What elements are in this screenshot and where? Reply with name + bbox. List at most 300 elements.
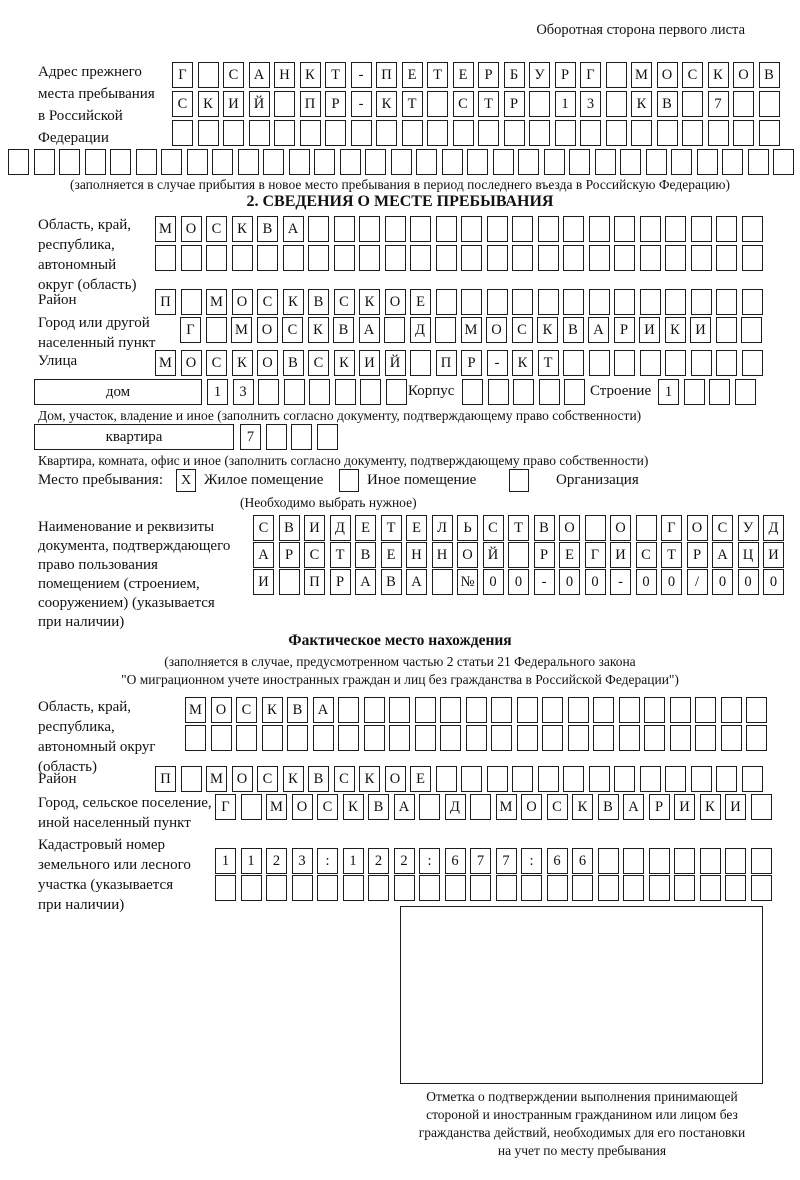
- form-cell[interactable]: 1: [207, 379, 228, 405]
- form-cell[interactable]: [716, 350, 737, 376]
- form-cell[interactable]: [284, 379, 305, 405]
- form-cell[interactable]: Е: [406, 515, 427, 541]
- form-cell[interactable]: [232, 245, 253, 271]
- form-cell[interactable]: Д: [330, 515, 351, 541]
- form-cell[interactable]: 1: [658, 379, 679, 405]
- form-cell[interactable]: П: [376, 62, 397, 88]
- form-cell[interactable]: [598, 875, 619, 901]
- form-cell[interactable]: [742, 350, 763, 376]
- form-cell[interactable]: [512, 245, 533, 271]
- form-cell[interactable]: [589, 350, 610, 376]
- form-cell[interactable]: [649, 875, 670, 901]
- form-cell[interactable]: [716, 289, 737, 315]
- form-cell[interactable]: [488, 379, 509, 405]
- form-cell[interactable]: И: [223, 91, 244, 117]
- form-cell[interactable]: О: [610, 515, 631, 541]
- form-cell[interactable]: [508, 542, 529, 568]
- form-cell[interactable]: [644, 697, 665, 723]
- form-cell[interactable]: [236, 725, 257, 751]
- form-cell[interactable]: [266, 424, 287, 450]
- form-cell[interactable]: [187, 149, 208, 175]
- form-cell[interactable]: И: [253, 569, 274, 595]
- form-cell[interactable]: О: [657, 62, 678, 88]
- form-cell[interactable]: [700, 848, 721, 874]
- form-cell[interactable]: Т: [330, 542, 351, 568]
- form-cell[interactable]: К: [232, 216, 253, 242]
- form-cell[interactable]: Р: [555, 62, 576, 88]
- form-cell[interactable]: [274, 120, 295, 146]
- form-cell[interactable]: Г: [172, 62, 193, 88]
- form-cell[interactable]: Г: [585, 542, 606, 568]
- form-cell[interactable]: [512, 289, 533, 315]
- form-cell[interactable]: К: [283, 766, 304, 792]
- form-cell[interactable]: 1: [343, 848, 364, 874]
- form-cell[interactable]: [262, 725, 283, 751]
- form-cell[interactable]: [258, 379, 279, 405]
- form-cell[interactable]: [291, 424, 312, 450]
- form-cell[interactable]: [674, 848, 695, 874]
- form-cell[interactable]: [504, 120, 525, 146]
- form-cell[interactable]: [512, 216, 533, 242]
- form-cell[interactable]: О: [292, 794, 313, 820]
- form-cell[interactable]: К: [343, 794, 364, 820]
- form-cell[interactable]: Б: [504, 62, 525, 88]
- form-cell[interactable]: [691, 350, 712, 376]
- form-cell[interactable]: [198, 120, 219, 146]
- form-cell[interactable]: -: [534, 569, 555, 595]
- form-cell[interactable]: А: [355, 569, 376, 595]
- form-cell[interactable]: [595, 149, 616, 175]
- form-cell[interactable]: Р: [478, 62, 499, 88]
- form-cell[interactable]: [568, 697, 589, 723]
- form-cell[interactable]: [292, 875, 313, 901]
- form-cell[interactable]: Р: [325, 91, 346, 117]
- form-cell[interactable]: 0: [712, 569, 733, 595]
- form-cell[interactable]: [606, 120, 627, 146]
- form-cell[interactable]: Н: [406, 542, 427, 568]
- form-cell[interactable]: [646, 149, 667, 175]
- form-cell[interactable]: [614, 216, 635, 242]
- form-cell[interactable]: [308, 216, 329, 242]
- form-cell[interactable]: 1: [215, 848, 236, 874]
- form-cell[interactable]: М: [185, 697, 206, 723]
- form-cell[interactable]: О: [257, 350, 278, 376]
- form-cell[interactable]: О: [181, 216, 202, 242]
- form-cell[interactable]: [440, 697, 461, 723]
- form-cell[interactable]: М: [496, 794, 517, 820]
- form-cell[interactable]: К: [665, 317, 686, 343]
- form-cell[interactable]: Е: [410, 766, 431, 792]
- form-cell[interactable]: 2: [266, 848, 287, 874]
- form-cell[interactable]: [478, 120, 499, 146]
- form-cell[interactable]: С: [282, 317, 303, 343]
- form-cell[interactable]: А: [283, 216, 304, 242]
- form-cell[interactable]: [313, 725, 334, 751]
- form-cell[interactable]: [682, 91, 703, 117]
- form-cell[interactable]: [640, 766, 661, 792]
- form-cell[interactable]: [287, 725, 308, 751]
- form-cell[interactable]: Е: [453, 62, 474, 88]
- form-cell[interactable]: [682, 120, 703, 146]
- form-cell[interactable]: 1: [241, 848, 262, 874]
- form-cell[interactable]: П: [436, 350, 457, 376]
- form-cell[interactable]: [716, 216, 737, 242]
- form-cell[interactable]: Ц: [738, 542, 759, 568]
- form-cell[interactable]: [461, 289, 482, 315]
- form-cell[interactable]: [470, 794, 491, 820]
- form-cell[interactable]: В: [257, 216, 278, 242]
- form-cell[interactable]: В: [333, 317, 354, 343]
- form-cell[interactable]: П: [155, 289, 176, 315]
- form-cell[interactable]: [427, 120, 448, 146]
- form-cell[interactable]: [385, 245, 406, 271]
- form-cell[interactable]: [620, 149, 641, 175]
- form-cell[interactable]: К: [512, 350, 533, 376]
- form-cell[interactable]: [759, 91, 780, 117]
- form-cell[interactable]: [751, 794, 772, 820]
- form-cell[interactable]: [631, 120, 652, 146]
- form-cell[interactable]: [436, 245, 457, 271]
- form-cell[interactable]: Т: [325, 62, 346, 88]
- form-cell[interactable]: О: [457, 542, 478, 568]
- form-cell[interactable]: М: [231, 317, 252, 343]
- form-cell[interactable]: 0: [585, 569, 606, 595]
- form-cell[interactable]: О: [181, 350, 202, 376]
- form-cell[interactable]: [359, 245, 380, 271]
- form-cell[interactable]: В: [308, 766, 329, 792]
- form-cell[interactable]: [487, 289, 508, 315]
- form-cell[interactable]: [759, 120, 780, 146]
- form-cell[interactable]: 0: [738, 569, 759, 595]
- form-cell[interactable]: С: [547, 794, 568, 820]
- form-cell[interactable]: [274, 91, 295, 117]
- form-cell[interactable]: Е: [355, 515, 376, 541]
- checkbox-organizaciya[interactable]: [509, 469, 529, 492]
- form-cell[interactable]: Н: [274, 62, 295, 88]
- form-cell[interactable]: [263, 149, 284, 175]
- form-cell[interactable]: А: [406, 569, 427, 595]
- form-cell[interactable]: С: [172, 91, 193, 117]
- form-cell[interactable]: [212, 149, 233, 175]
- form-cell[interactable]: Т: [427, 62, 448, 88]
- form-cell[interactable]: [606, 62, 627, 88]
- form-cell[interactable]: [539, 379, 560, 405]
- form-cell[interactable]: [34, 149, 55, 175]
- form-cell[interactable]: [238, 149, 259, 175]
- form-cell[interactable]: 6: [572, 848, 593, 874]
- form-cell[interactable]: Т: [402, 91, 423, 117]
- form-cell[interactable]: [172, 120, 193, 146]
- form-cell[interactable]: [266, 875, 287, 901]
- form-cell[interactable]: [155, 245, 176, 271]
- form-cell[interactable]: 3: [292, 848, 313, 874]
- form-cell[interactable]: 6: [445, 848, 466, 874]
- form-cell[interactable]: 1: [555, 91, 576, 117]
- form-cell[interactable]: М: [155, 216, 176, 242]
- form-cell[interactable]: [640, 289, 661, 315]
- form-cell[interactable]: В: [563, 317, 584, 343]
- form-cell[interactable]: А: [588, 317, 609, 343]
- form-cell[interactable]: Г: [215, 794, 236, 820]
- form-cell[interactable]: [359, 216, 380, 242]
- form-cell[interactable]: К: [359, 766, 380, 792]
- form-cell[interactable]: [340, 149, 361, 175]
- form-cell[interactable]: [314, 149, 335, 175]
- form-cell[interactable]: О: [257, 317, 278, 343]
- form-cell[interactable]: 0: [763, 569, 784, 595]
- form-cell[interactable]: [751, 875, 772, 901]
- checkbox-inoe[interactable]: [339, 469, 359, 492]
- form-cell[interactable]: С: [308, 350, 329, 376]
- form-cell[interactable]: [389, 725, 410, 751]
- form-cell[interactable]: С: [206, 350, 227, 376]
- form-cell[interactable]: О: [385, 289, 406, 315]
- form-cell[interactable]: [334, 245, 355, 271]
- form-cell[interactable]: [614, 766, 635, 792]
- form-cell[interactable]: [466, 725, 487, 751]
- form-cell[interactable]: А: [253, 542, 274, 568]
- form-cell[interactable]: [644, 725, 665, 751]
- form-cell[interactable]: М: [266, 794, 287, 820]
- form-cell[interactable]: С: [334, 766, 355, 792]
- form-cell[interactable]: [695, 725, 716, 751]
- form-cell[interactable]: К: [232, 350, 253, 376]
- form-cell[interactable]: [721, 725, 742, 751]
- form-cell[interactable]: [241, 794, 262, 820]
- form-cell[interactable]: [309, 379, 330, 405]
- form-cell[interactable]: [279, 569, 300, 595]
- form-cell[interactable]: 6: [547, 848, 568, 874]
- form-cell[interactable]: 7: [240, 424, 261, 450]
- form-cell[interactable]: М: [631, 62, 652, 88]
- form-cell[interactable]: Д: [445, 794, 466, 820]
- form-cell[interactable]: [215, 875, 236, 901]
- form-cell[interactable]: О: [211, 697, 232, 723]
- form-cell[interactable]: [491, 725, 512, 751]
- form-cell[interactable]: С: [257, 766, 278, 792]
- form-cell[interactable]: В: [287, 697, 308, 723]
- form-cell[interactable]: 0: [661, 569, 682, 595]
- form-cell[interactable]: Н: [432, 542, 453, 568]
- form-cell[interactable]: [593, 697, 614, 723]
- form-cell[interactable]: [360, 379, 381, 405]
- form-cell[interactable]: [496, 875, 517, 901]
- form-cell[interactable]: [598, 848, 619, 874]
- form-cell[interactable]: П: [300, 91, 321, 117]
- form-cell[interactable]: С: [317, 794, 338, 820]
- form-cell[interactable]: [529, 120, 550, 146]
- form-cell[interactable]: [746, 725, 767, 751]
- form-cell[interactable]: М: [155, 350, 176, 376]
- form-cell[interactable]: [427, 91, 448, 117]
- form-cell[interactable]: [665, 245, 686, 271]
- form-cell[interactable]: [432, 569, 453, 595]
- form-cell[interactable]: [445, 875, 466, 901]
- form-cell[interactable]: В: [534, 515, 555, 541]
- form-cell[interactable]: [542, 725, 563, 751]
- form-cell[interactable]: К: [631, 91, 652, 117]
- form-cell[interactable]: [389, 697, 410, 723]
- form-cell[interactable]: И: [639, 317, 660, 343]
- form-cell[interactable]: [364, 697, 385, 723]
- form-cell[interactable]: [695, 697, 716, 723]
- form-cell[interactable]: [721, 697, 742, 723]
- dom-writein-box[interactable]: дом: [34, 379, 202, 405]
- form-cell[interactable]: [589, 245, 610, 271]
- form-cell[interactable]: [697, 149, 718, 175]
- form-cell[interactable]: [735, 379, 756, 405]
- form-cell[interactable]: [585, 515, 606, 541]
- form-cell[interactable]: [564, 379, 585, 405]
- form-cell[interactable]: [59, 149, 80, 175]
- form-cell[interactable]: Т: [538, 350, 559, 376]
- form-cell[interactable]: М: [206, 289, 227, 315]
- form-cell[interactable]: [568, 725, 589, 751]
- form-cell[interactable]: [716, 766, 737, 792]
- form-cell[interactable]: А: [359, 317, 380, 343]
- form-cell[interactable]: С: [304, 542, 325, 568]
- form-cell[interactable]: [493, 149, 514, 175]
- form-cell[interactable]: С: [712, 515, 733, 541]
- form-cell[interactable]: [619, 725, 640, 751]
- form-cell[interactable]: [521, 875, 542, 901]
- form-cell[interactable]: [517, 725, 538, 751]
- form-cell[interactable]: [725, 848, 746, 874]
- form-cell[interactable]: [487, 245, 508, 271]
- form-cell[interactable]: [289, 149, 310, 175]
- form-cell[interactable]: №: [457, 569, 478, 595]
- form-cell[interactable]: [351, 120, 372, 146]
- form-cell[interactable]: [674, 875, 695, 901]
- form-cell[interactable]: [742, 245, 763, 271]
- form-cell[interactable]: [614, 245, 635, 271]
- form-cell[interactable]: В: [279, 515, 300, 541]
- form-cell[interactable]: М: [206, 766, 227, 792]
- form-cell[interactable]: [538, 766, 559, 792]
- form-cell[interactable]: В: [598, 794, 619, 820]
- form-cell[interactable]: У: [738, 515, 759, 541]
- form-cell[interactable]: [670, 725, 691, 751]
- checkbox-zhiloe[interactable]: X: [176, 469, 196, 492]
- form-cell[interactable]: [563, 350, 584, 376]
- form-cell[interactable]: О: [559, 515, 580, 541]
- form-cell[interactable]: [733, 91, 754, 117]
- form-cell[interactable]: [606, 91, 627, 117]
- form-cell[interactable]: К: [537, 317, 558, 343]
- form-cell[interactable]: :: [419, 848, 440, 874]
- form-cell[interactable]: [742, 289, 763, 315]
- form-cell[interactable]: [589, 289, 610, 315]
- form-cell[interactable]: [415, 697, 436, 723]
- form-cell[interactable]: Г: [180, 317, 201, 343]
- form-cell[interactable]: Й: [249, 91, 270, 117]
- form-cell[interactable]: К: [359, 289, 380, 315]
- form-cell[interactable]: [181, 766, 202, 792]
- form-cell[interactable]: 2: [394, 848, 415, 874]
- form-cell[interactable]: О: [486, 317, 507, 343]
- form-cell[interactable]: [665, 350, 686, 376]
- form-cell[interactable]: О: [687, 515, 708, 541]
- form-cell[interactable]: [563, 766, 584, 792]
- form-cell[interactable]: О: [521, 794, 542, 820]
- form-cell[interactable]: [136, 149, 157, 175]
- form-cell[interactable]: [742, 216, 763, 242]
- form-cell[interactable]: -: [610, 569, 631, 595]
- kvartira-writein-box[interactable]: квартира: [34, 424, 234, 450]
- form-cell[interactable]: 0: [636, 569, 657, 595]
- form-cell[interactable]: [442, 149, 463, 175]
- form-cell[interactable]: [593, 725, 614, 751]
- form-cell[interactable]: [436, 216, 457, 242]
- form-cell[interactable]: [435, 317, 456, 343]
- form-cell[interactable]: К: [700, 794, 721, 820]
- form-cell[interactable]: [365, 149, 386, 175]
- form-cell[interactable]: 2: [368, 848, 389, 874]
- form-cell[interactable]: [538, 245, 559, 271]
- form-cell[interactable]: А: [249, 62, 270, 88]
- form-cell[interactable]: В: [355, 542, 376, 568]
- form-cell[interactable]: Т: [508, 515, 529, 541]
- form-cell[interactable]: [700, 875, 721, 901]
- form-cell[interactable]: Д: [410, 317, 431, 343]
- form-cell[interactable]: К: [308, 317, 329, 343]
- form-cell[interactable]: 3: [233, 379, 254, 405]
- form-cell[interactable]: [368, 875, 389, 901]
- form-cell[interactable]: [161, 149, 182, 175]
- form-cell[interactable]: [665, 216, 686, 242]
- form-cell[interactable]: [538, 216, 559, 242]
- form-cell[interactable]: [691, 766, 712, 792]
- form-cell[interactable]: [708, 120, 729, 146]
- form-cell[interactable]: [748, 149, 769, 175]
- form-cell[interactable]: Е: [381, 542, 402, 568]
- form-cell[interactable]: [691, 216, 712, 242]
- form-cell[interactable]: [665, 766, 686, 792]
- form-cell[interactable]: Г: [661, 515, 682, 541]
- form-cell[interactable]: [325, 120, 346, 146]
- form-cell[interactable]: [487, 216, 508, 242]
- form-cell[interactable]: [649, 848, 670, 874]
- form-cell[interactable]: [529, 91, 550, 117]
- form-cell[interactable]: [640, 216, 661, 242]
- form-cell[interactable]: К: [334, 350, 355, 376]
- form-cell[interactable]: В: [759, 62, 780, 88]
- form-cell[interactable]: [517, 697, 538, 723]
- form-cell[interactable]: [665, 289, 686, 315]
- form-cell[interactable]: -: [351, 91, 372, 117]
- form-cell[interactable]: [391, 149, 412, 175]
- form-cell[interactable]: [402, 120, 423, 146]
- form-cell[interactable]: П: [155, 766, 176, 792]
- form-cell[interactable]: [725, 875, 746, 901]
- form-cell[interactable]: [410, 216, 431, 242]
- form-cell[interactable]: [461, 216, 482, 242]
- form-cell[interactable]: С: [636, 542, 657, 568]
- form-cell[interactable]: И: [304, 515, 325, 541]
- form-cell[interactable]: К: [300, 62, 321, 88]
- form-cell[interactable]: [491, 697, 512, 723]
- form-cell[interactable]: [384, 317, 405, 343]
- form-cell[interactable]: [513, 379, 534, 405]
- form-cell[interactable]: И: [674, 794, 695, 820]
- form-cell[interactable]: [462, 379, 483, 405]
- form-cell[interactable]: [300, 120, 321, 146]
- form-cell[interactable]: [563, 289, 584, 315]
- form-cell[interactable]: [518, 149, 539, 175]
- form-cell[interactable]: [308, 245, 329, 271]
- form-cell[interactable]: К: [572, 794, 593, 820]
- form-cell[interactable]: 0: [508, 569, 529, 595]
